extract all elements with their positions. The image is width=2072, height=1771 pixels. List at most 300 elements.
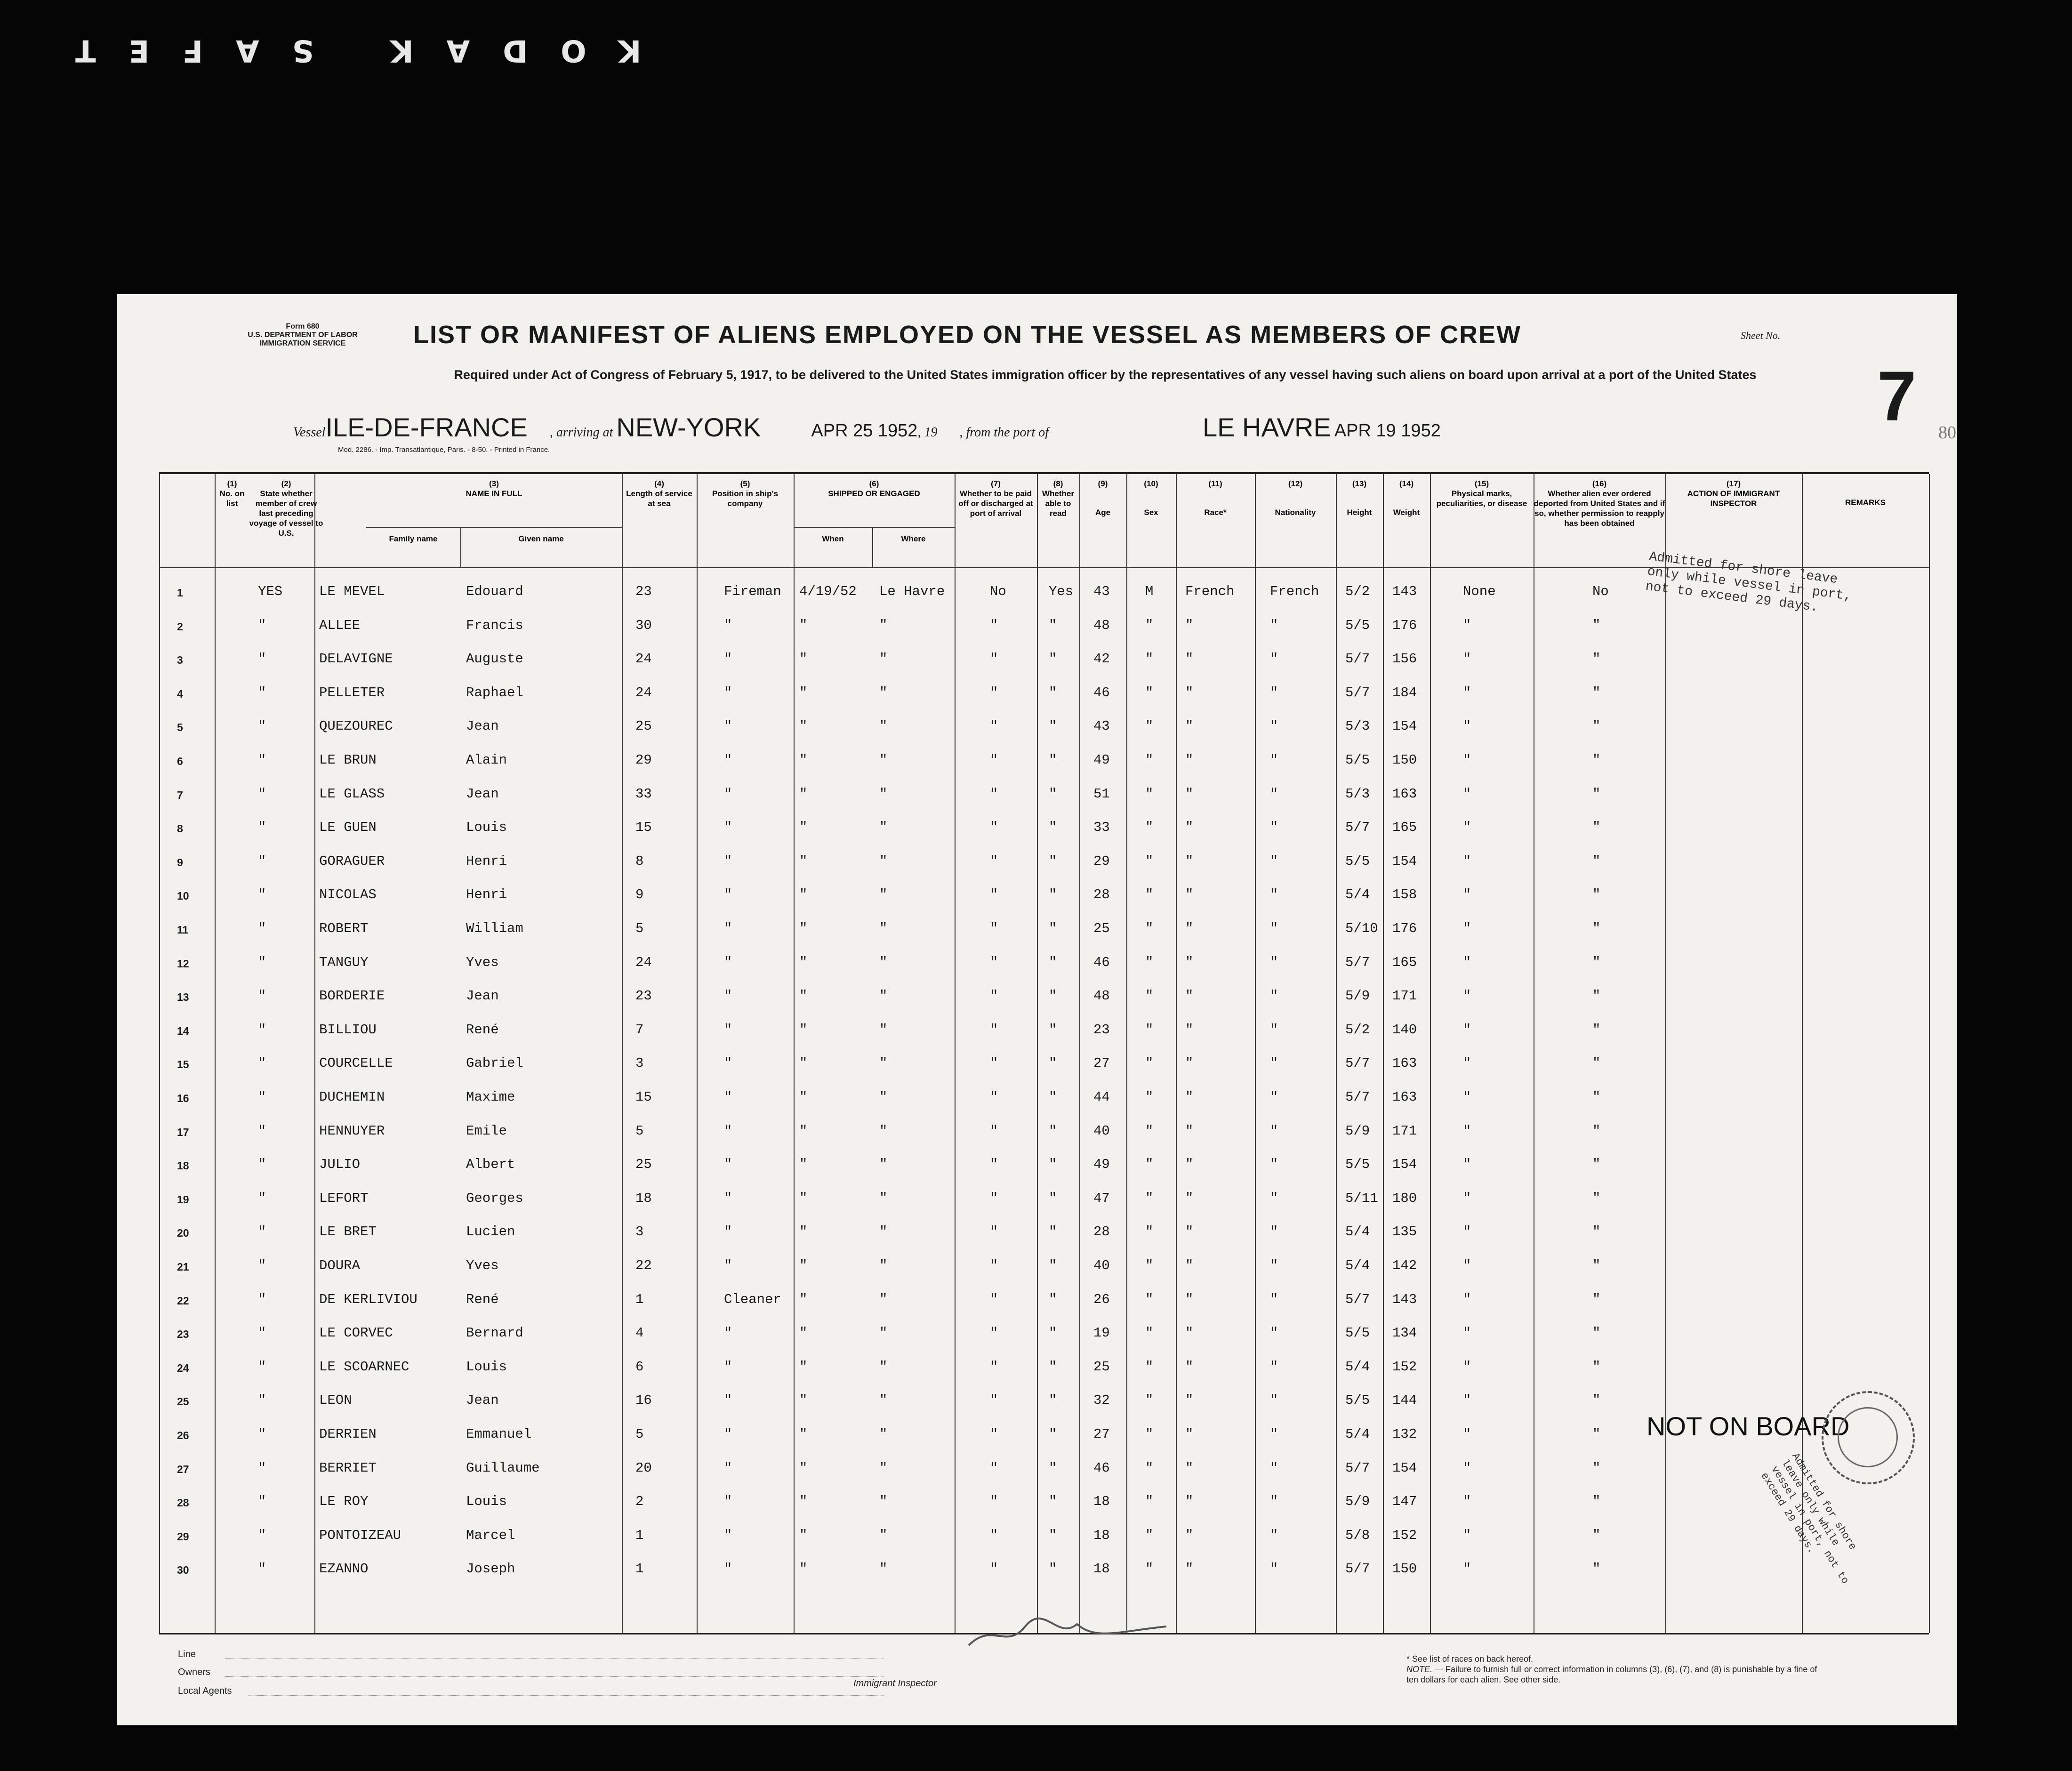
note-label: NOTE.: [1406, 1665, 1433, 1674]
cell-age: 43: [1093, 584, 1110, 599]
cell-paid: ": [990, 1022, 998, 1038]
cell-deported: ": [1592, 1325, 1601, 1341]
cell-service: 23: [635, 988, 652, 1004]
cell-height: 5/4: [1345, 1426, 1370, 1442]
cell-marks: ": [1463, 1022, 1471, 1038]
cell-read: ": [1049, 954, 1057, 970]
cell-service: 22: [635, 1258, 652, 1273]
cell-marks: ": [1463, 651, 1471, 667]
cell-prev: ": [258, 718, 266, 734]
cell-read: ": [1049, 718, 1057, 734]
cell-where: ": [879, 1561, 888, 1577]
note-text: — Failure to furnish full or correct information in columns (3), (6), (7), and (8) is punishable by a fine of ten dollars for each alien. See other side.: [1406, 1665, 1817, 1684]
cell-deported: ": [1592, 651, 1601, 667]
cell-height: 5/7: [1345, 684, 1370, 700]
cell-marks: ": [1463, 1089, 1471, 1105]
cell-nat: ": [1270, 887, 1278, 903]
cell-height: 5/5: [1345, 752, 1370, 768]
cell-where: ": [879, 1022, 888, 1038]
cell-sex: ": [1145, 1426, 1154, 1442]
table-row: [159, 1553, 1929, 1586]
cell-no: 3: [177, 654, 183, 667]
cell-marks: ": [1463, 684, 1471, 700]
manifest-sheet: [117, 294, 1957, 1725]
cell-where: ": [879, 988, 888, 1004]
cell-read: ": [1049, 684, 1057, 700]
cell-where: ": [879, 1359, 888, 1375]
table-row: [159, 845, 1929, 878]
cell-when: ": [799, 786, 808, 802]
cell-service: 5: [635, 921, 644, 936]
cell-weight: 184: [1392, 684, 1417, 700]
cell-when: 4/19/52: [799, 584, 857, 599]
cell-family: LE BRUN: [319, 752, 377, 768]
cell-paid: ": [990, 1325, 998, 1341]
cell-when: ": [799, 1190, 808, 1206]
cell-height: 5/5: [1345, 1157, 1370, 1173]
cell-prev: ": [258, 1123, 266, 1139]
cell-read: ": [1049, 1224, 1057, 1240]
col-header-position: (5) Position in ship's company: [712, 479, 779, 508]
cell-race: ": [1185, 1190, 1194, 1206]
cell-deported: ": [1592, 1022, 1601, 1038]
cell-nat: ": [1270, 752, 1278, 768]
departure-date-stamp: APR 19 1952: [1334, 421, 1441, 441]
cell-no: 5: [177, 721, 183, 734]
col-subheader-given-name: Given name: [518, 534, 564, 543]
cell-given: Emile: [466, 1123, 507, 1139]
cell-race: ": [1185, 1561, 1194, 1577]
cell-prev: ": [258, 1291, 266, 1307]
cell-race: ": [1185, 786, 1194, 802]
table-row: [159, 643, 1929, 676]
cell-prev: ": [258, 820, 266, 836]
cell-paid: ": [990, 921, 998, 936]
cell-nat: ": [1270, 718, 1278, 734]
cell-weight: 150: [1392, 1561, 1417, 1577]
footer-note: [1406, 1654, 1821, 1685]
cell-paid: ": [990, 1460, 998, 1476]
cell-where: ": [879, 1460, 888, 1476]
cell-service: 24: [635, 954, 652, 970]
cell-given: Jean: [466, 786, 499, 802]
cell-service: 3: [635, 1055, 644, 1071]
cell-weight: 134: [1392, 1325, 1417, 1341]
cell-service: 5: [635, 1426, 644, 1442]
cell-when: ": [799, 1494, 808, 1510]
cell-paid: ": [990, 684, 998, 700]
cell-race: ": [1185, 820, 1194, 836]
cell-deported: ": [1592, 1157, 1601, 1173]
footer-owners-label: Owners: [178, 1667, 210, 1677]
cell-race: ": [1185, 1157, 1194, 1173]
arriving-port: NEW-YORK: [616, 412, 761, 442]
cell-nat: French: [1270, 584, 1319, 599]
cell-given: Henri: [466, 887, 507, 903]
cell-age: 46: [1093, 954, 1110, 970]
cell-paid: ": [990, 988, 998, 1004]
cell-weight: 180: [1392, 1190, 1417, 1206]
table-row: [159, 609, 1929, 643]
cell-where: ": [879, 786, 888, 802]
cell-prev: ": [258, 651, 266, 667]
departure-port: LE HAVRE: [1202, 412, 1331, 442]
cell-family: LEFORT: [319, 1190, 369, 1206]
cell-deported: ": [1592, 853, 1601, 869]
cell-race: ": [1185, 887, 1194, 903]
cell-nat: ": [1270, 954, 1278, 970]
cell-age: 18: [1093, 1494, 1110, 1510]
cell-weight: 154: [1392, 1157, 1417, 1173]
cell-where: ": [879, 718, 888, 734]
cell-height: 5/7: [1345, 1291, 1370, 1307]
cell-read: ": [1049, 988, 1057, 1004]
col-header-shipped: (6) SHIPPED OR ENGAGED: [828, 479, 920, 498]
cell-no: 23: [177, 1328, 189, 1341]
cell-height: 5/7: [1345, 1055, 1370, 1071]
cell-race: ": [1185, 1460, 1194, 1476]
cell-height: 5/9: [1345, 988, 1370, 1004]
cell-height: 5/5: [1345, 1393, 1370, 1409]
cell-when: ": [799, 1460, 808, 1476]
cell-race: ": [1185, 1527, 1194, 1543]
cell-race: ": [1185, 1291, 1194, 1307]
cell-sex: ": [1145, 1494, 1154, 1510]
cell-paid: ": [990, 617, 998, 633]
cell-service: 23: [635, 584, 652, 599]
cell-read: ": [1049, 1157, 1057, 1173]
cell-no: 27: [177, 1463, 189, 1475]
cell-when: ": [799, 651, 808, 667]
cell-when: ": [799, 718, 808, 734]
table-row: [159, 778, 1929, 811]
cell-where: ": [879, 853, 888, 869]
cell-when: ": [799, 1527, 808, 1543]
cell-weight: 150: [1392, 752, 1417, 768]
cell-paid: ": [990, 1393, 998, 1409]
cell-race: ": [1185, 684, 1194, 700]
table-row: [159, 676, 1929, 710]
cell-deported: ": [1592, 1258, 1601, 1273]
sheet-number-label: Sheet No.: [1741, 330, 1781, 341]
cell-service: 1: [635, 1527, 644, 1543]
col-header-physical-marks: (15) Physical marks, peculiarities, or disease: [1436, 479, 1527, 508]
cell-marks: ": [1463, 1426, 1471, 1442]
cell-family: LE GUEN: [319, 820, 377, 836]
cell-when: ": [799, 1022, 808, 1038]
cell-where: ": [879, 887, 888, 903]
cell-service: 33: [635, 786, 652, 802]
cell-given: René: [466, 1022, 499, 1038]
cell-prev: ": [258, 1359, 266, 1375]
cell-paid: ": [990, 1089, 998, 1105]
cell-age: 40: [1093, 1123, 1110, 1139]
cell-age: 44: [1093, 1089, 1110, 1105]
inspector-label: Immigrant Inspector: [853, 1678, 937, 1689]
cell-race: ": [1185, 1089, 1194, 1105]
cell-sex: ": [1145, 887, 1154, 903]
cell-marks: ": [1463, 617, 1471, 633]
cell-family: DELAVIGNE: [319, 651, 393, 667]
cell-deported: ": [1592, 954, 1601, 970]
cell-given: René: [466, 1291, 499, 1307]
cell-weight: 142: [1392, 1258, 1417, 1273]
cell-age: 29: [1093, 853, 1110, 869]
cell-family: GORAGUER: [319, 853, 385, 869]
cell-weight: 154: [1392, 853, 1417, 869]
cell-sex: ": [1145, 1055, 1154, 1071]
cell-prev: ": [258, 684, 266, 700]
cell-paid: ": [990, 1123, 998, 1139]
cell-service: 3: [635, 1224, 644, 1240]
cell-marks: ": [1463, 1561, 1471, 1577]
cell-given: Marcel: [466, 1527, 515, 1543]
cell-age: 18: [1093, 1561, 1110, 1577]
cell-race: ": [1185, 1325, 1194, 1341]
cell-age: 23: [1093, 1022, 1110, 1038]
cell-when: ": [799, 1359, 808, 1375]
cell-family: LEON: [319, 1393, 352, 1409]
cell-paid: ": [990, 1494, 998, 1510]
cell-height: 5/7: [1345, 820, 1370, 836]
arriving-label: , arriving at: [549, 425, 613, 440]
cell-given: Raphael: [466, 684, 523, 700]
shore-leave-stamp-bottom: Admitted for shore leave only while vessel in port, not to exceed 29 days.: [1758, 1451, 1859, 1586]
footer-line-label: Line: [178, 1649, 196, 1659]
cell-when: ": [799, 1258, 808, 1273]
cell-sex: ": [1145, 752, 1154, 768]
cell-where: ": [879, 617, 888, 633]
statutory-subtitle: Required under Act of Congress of February 5, 1917, to be delivered to the United States immigration officer by the representatives of any vessel having such aliens on board upon arrival at a port of the United States: [454, 368, 1757, 382]
cell-no: 6: [177, 755, 183, 767]
cell-age: 47: [1093, 1190, 1110, 1206]
cell-age: 25: [1093, 921, 1110, 936]
table-row: [159, 878, 1929, 912]
cell-weight: 171: [1392, 988, 1417, 1004]
table-row: [159, 1115, 1929, 1148]
cell-sex: ": [1145, 1460, 1154, 1476]
cell-position: ": [724, 651, 732, 667]
table-row: [159, 811, 1929, 845]
table-row: [159, 1081, 1929, 1114]
cell-paid: ": [990, 1527, 998, 1543]
cell-no: 26: [177, 1429, 189, 1441]
cell-paid: ": [990, 752, 998, 768]
cell-deported: ": [1592, 1393, 1601, 1409]
cell-prev: ": [258, 1460, 266, 1476]
cell-paid: ": [990, 1190, 998, 1206]
cell-marks: ": [1463, 1190, 1471, 1206]
cell-position: Cleaner: [724, 1291, 781, 1307]
cell-family: LE MEVEL: [319, 584, 385, 599]
cell-service: 7: [635, 1022, 644, 1038]
cell-height: 5/9: [1345, 1494, 1370, 1510]
cell-read: ": [1049, 1460, 1057, 1476]
cell-read: ": [1049, 1055, 1057, 1071]
cell-marks: ": [1463, 1055, 1471, 1071]
col-header-able-to-read: (8) Whether able to read: [1042, 479, 1074, 518]
cell-when: ": [799, 1055, 808, 1071]
cell-weight: 163: [1392, 1055, 1417, 1071]
cell-family: PELLETER: [319, 684, 385, 700]
table-row: [159, 710, 1929, 743]
cell-no: 30: [177, 1564, 189, 1577]
cell-weight: 165: [1392, 954, 1417, 970]
cell-family: ROBERT: [319, 921, 369, 936]
cell-race: ": [1185, 921, 1194, 936]
cell-marks: ": [1463, 1527, 1471, 1543]
table-row: [159, 1519, 1929, 1553]
cell-no: 18: [177, 1159, 189, 1172]
cell-marks: ": [1463, 988, 1471, 1004]
cell-family: EZANNO: [319, 1561, 369, 1577]
cell-prev: ": [258, 887, 266, 903]
cell-race: ": [1185, 1224, 1194, 1240]
cell-position: ": [724, 718, 732, 734]
cell-service: 24: [635, 684, 652, 700]
cell-when: ": [799, 1224, 808, 1240]
cell-weight: 165: [1392, 820, 1417, 836]
cell-age: 25: [1093, 1359, 1110, 1375]
cell-no: 19: [177, 1193, 189, 1206]
table-row: [159, 1485, 1929, 1519]
col-header-remarks: REMARKS: [1845, 498, 1886, 507]
film-edge-print: KODAK SAFET: [42, 33, 642, 68]
cell-when: ": [799, 954, 808, 970]
cell-paid: ": [990, 1359, 998, 1375]
cell-family: ALLEE: [319, 617, 361, 633]
cell-read: ": [1049, 1291, 1057, 1307]
cell-family: JULIO: [319, 1157, 361, 1173]
cell-position: ": [724, 887, 732, 903]
cell-given: Gabriel: [466, 1055, 523, 1071]
cell-deported: ": [1592, 684, 1601, 700]
cell-height: 5/4: [1345, 887, 1370, 903]
cell-read: ": [1049, 1325, 1057, 1341]
cell-where: ": [879, 921, 888, 936]
cell-position: ": [724, 988, 732, 1004]
cell-given: Bernard: [466, 1325, 523, 1341]
cell-no: 8: [177, 822, 183, 835]
cell-sex: ": [1145, 1190, 1154, 1206]
cell-prev: ": [258, 1258, 266, 1273]
cell-marks: ": [1463, 1393, 1471, 1409]
cell-family: DE KERLIVIOU: [319, 1291, 418, 1307]
col-subheader-family-name: Family name: [389, 534, 438, 543]
cell-position: ": [724, 1190, 732, 1206]
cell-nat: ": [1270, 1460, 1278, 1476]
cell-given: Jean: [466, 718, 499, 734]
cell-no: 11: [177, 924, 189, 936]
col-header-deported: (16) Whether alien ever ordered deported from United States and if so, whether permission to reapply has been obtained: [1534, 479, 1665, 528]
cell-position: ": [724, 1022, 732, 1038]
table-row: [159, 946, 1929, 980]
cell-weight: 176: [1392, 617, 1417, 633]
table-row: [159, 1351, 1929, 1384]
cell-weight: 152: [1392, 1527, 1417, 1543]
cell-family: DUCHEMIN: [319, 1089, 385, 1105]
cell-given: Maxime: [466, 1089, 515, 1105]
cell-race: ": [1185, 1123, 1194, 1139]
cell-when: ": [799, 820, 808, 836]
cell-sex: ": [1145, 853, 1154, 869]
cell-marks: ": [1463, 1123, 1471, 1139]
cell-weight: 163: [1392, 786, 1417, 802]
col-header-race: (11) Race*: [1204, 479, 1227, 517]
cell-nat: ": [1270, 1527, 1278, 1543]
col-subheader-where: Where: [901, 534, 926, 543]
cell-race: ": [1185, 988, 1194, 1004]
cell-race: ": [1185, 617, 1194, 633]
cell-given: Louis: [466, 1359, 507, 1375]
cell-weight: 158: [1392, 887, 1417, 903]
cell-read: Yes: [1049, 584, 1074, 599]
cell-height: 5/7: [1345, 1089, 1370, 1105]
cell-where: ": [879, 1393, 888, 1409]
cell-read: ": [1049, 887, 1057, 903]
cell-race: ": [1185, 954, 1194, 970]
cell-no: 17: [177, 1126, 189, 1138]
cell-sex: ": [1145, 988, 1154, 1004]
cell-position: ": [724, 853, 732, 869]
cell-nat: ": [1270, 1291, 1278, 1307]
cell-deported: ": [1592, 1190, 1601, 1206]
cell-family: BERRIET: [319, 1460, 377, 1476]
cell-family: DOURA: [319, 1258, 361, 1273]
cell-when: ": [799, 1291, 808, 1307]
cell-deported: ": [1592, 1494, 1601, 1510]
cell-read: ": [1049, 1494, 1057, 1510]
cell-no: 16: [177, 1092, 189, 1104]
cell-race: ": [1185, 1426, 1194, 1442]
year-label: , 19: [917, 425, 938, 440]
footer-agents-label: Local Agents: [178, 1686, 232, 1696]
inspector-signature: [964, 1612, 1171, 1655]
cell-race: French: [1185, 584, 1235, 599]
cell-nat: ": [1270, 1258, 1278, 1273]
cell-family: DERRIEN: [319, 1426, 377, 1442]
cell-height: 5/9: [1345, 1123, 1370, 1139]
cell-no: 4: [177, 687, 183, 700]
cell-nat: ": [1270, 921, 1278, 936]
cell-position: Fireman: [724, 584, 781, 599]
cell-position: ": [724, 684, 732, 700]
cell-nat: ": [1270, 1561, 1278, 1577]
vessel-name: ILE-DE-FRANCE: [325, 412, 528, 442]
cell-marks: ": [1463, 1157, 1471, 1173]
cell-deported: ": [1592, 1089, 1601, 1105]
cell-read: ": [1049, 651, 1057, 667]
cell-prev: ": [258, 1527, 266, 1543]
cell-sex: ": [1145, 954, 1154, 970]
cell-height: 5/2: [1345, 1022, 1370, 1038]
cell-nat: ": [1270, 1224, 1278, 1240]
cell-when: ": [799, 684, 808, 700]
cell-no: 29: [177, 1530, 189, 1543]
table-row: [159, 1283, 1929, 1317]
cell-when: ": [799, 752, 808, 768]
cell-sex: ": [1145, 684, 1154, 700]
cell-age: 19: [1093, 1325, 1110, 1341]
cell-weight: 176: [1392, 921, 1417, 936]
cell-age: 26: [1093, 1291, 1110, 1307]
cell-prev: ": [258, 853, 266, 869]
cell-weight: 156: [1392, 651, 1417, 667]
cell-deported: ": [1592, 1426, 1601, 1442]
cell-service: 2: [635, 1494, 644, 1510]
cell-height: 5/5: [1345, 617, 1370, 633]
cell-age: 27: [1093, 1426, 1110, 1442]
